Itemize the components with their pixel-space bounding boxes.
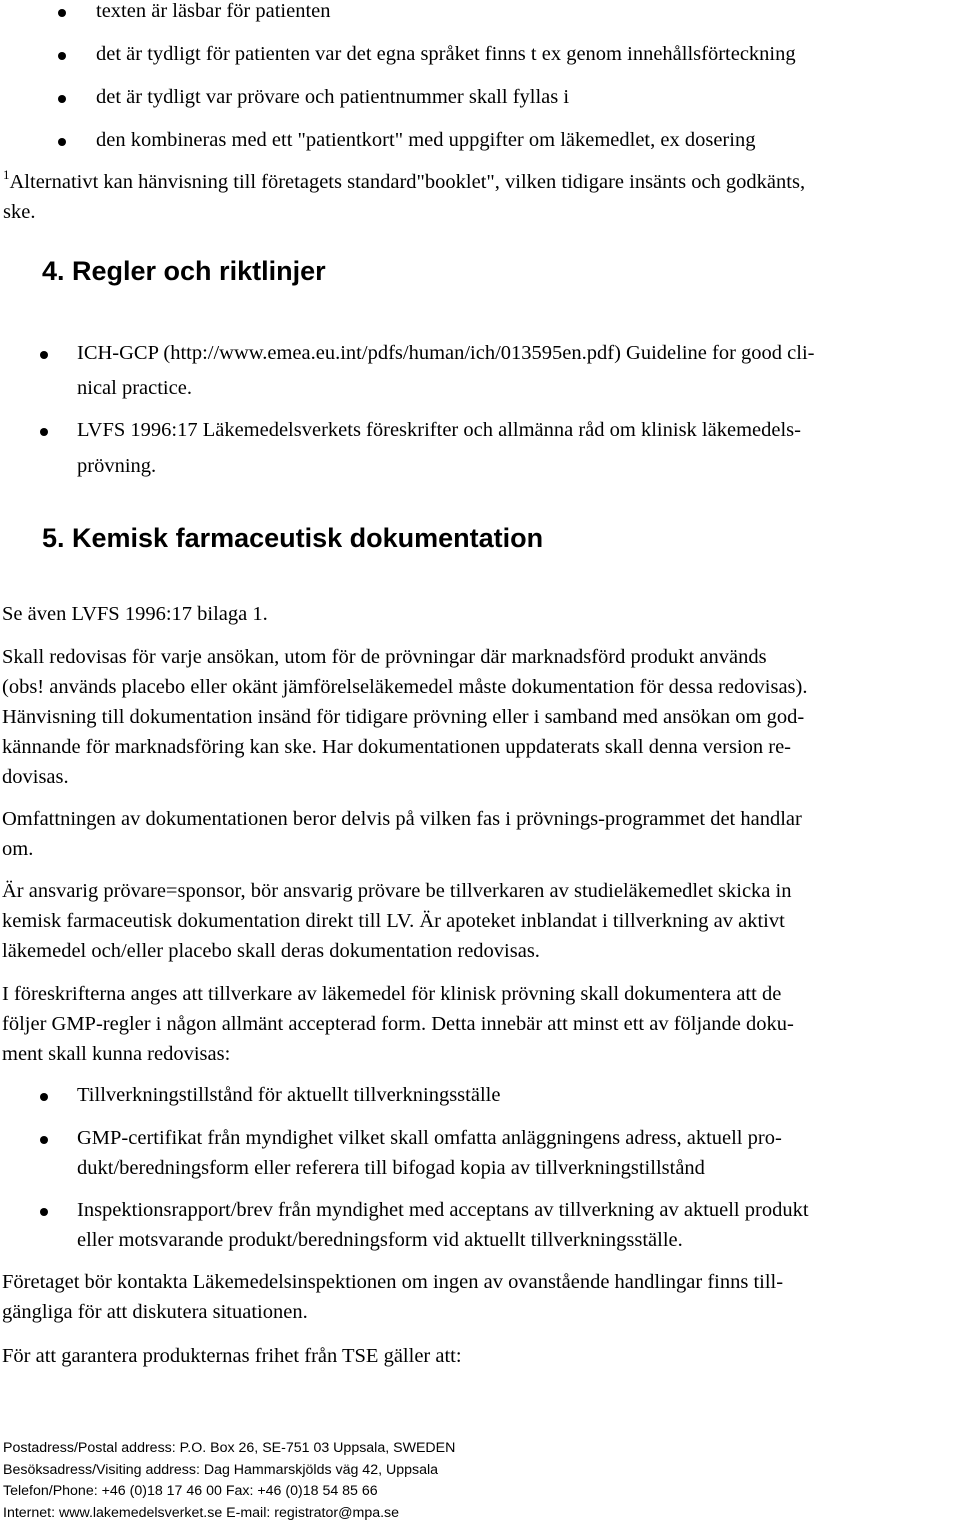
footer-postal-address: Postadress/Postal address: P.O. Box 26, SE-751 03 Uppsala, SWEDEN — [3, 1440, 456, 1456]
bullet-icon — [40, 1136, 48, 1144]
document-page: texten är läsbar för patienten det är tydligt för patienten var det egna språket finns t ex genom innehållsförteckning det är tydligt var prövare och patientnummer skall fyllas i den kombineras med ett "patientkort" med uppgifter om läkemedlet, ex dosering $^1$Alternativt kan hänvisning till företagets standard"booklet", vilken tidigare insänts och godkänts, ske. 4. Regler och riktlinjer ICH-GCP (http://www.emea.eu.int/pdfs/human/ich/013595en.pdf) Guideline for good cli- nical practice. LVFS 1996:17 Läkemedelsverkets föreskrifter och allmänna råd om klinisk läkemedels- prövning. 5. Kemisk farmaceutisk dokumentation Se även LVFS 1996:17 bilaga 1. Skall redovisas för varje ansökan, utom för de prövningar där marknadsförd produkt används (obs! används placebo eller okänt jämförelseläkemedel måste dokumentation för dessa redovisas). Hänvisning till dokumentation insänd för tidigare prövning eller i samband med ansökan om god- kännande för marknadsföring kan ske. Har dokumentationen uppdaterats skall denna version re- dovisas. Omfattningen av dokumentationen beror delvis på vilken fas i prövnings-programmet det handlar om. Är ansvarig prövare=sponsor, bör ansvarig prövare be tillverkaren av studieläkemedlet skicka in kemisk farmaceutisk dokumentation direkt till LV. Är apoteket inblandat i tillverkning av aktivt läkemedel och/eller placebo skall deras dokumentation redovisas. I föreskrifterna anges att tillverkare av läkemedel för klinisk prövning skall dokumentera att de följer GMP-regler i någon allmänt accepterad form. Detta innebär att minst ett av följande doku- ment skall kunna redovisas: Tillverkningstillstånd för aktuellt tillverkningsställe GMP-certifikat från myndighet vilket skall omfatta anläggningens adress, aktuell pro- dukt/beredningsform eller referera till bifogad kopia av tillverkningstillstånd Inspektionsrapport/brev från myndighet med acceptans av tillverkning av aktuell produkt eller motsvarande produkt/beredningsform vid aktuellt tillverkningsställe. Företaget bör kontakta Läkemedelsinspektionen om ingen av ovanstående handlingar finns till- gängliga för att diskutera situationen. För att garantera produkternas frihet från TSE gäller att: Postadress/Postal address: P.O. Box 26, SE-751 03 Uppsala, SWEDEN Besöksadress/Visiting address: Dag Hammarskjölds väg 42, Uppsala Telefon/Phone: +46 (0)18 17 46 00 Fax: +46 (0)18 54 85 66 Internet: www.lakemedelsverket.se E-mail: registrator@mpa.se — [2, 0, 815, 1521]
paragraph-6: För att garantera produkternas frihet från TSE gäller att: — [2, 1345, 462, 1367]
list-item: Inspektionsrapport/brev från myndighet med acceptans av tillverkning av aktuell produkt — [77, 1199, 809, 1221]
section-heading-4: 4. Regler och riktlinjer — [42, 256, 326, 286]
footer-visiting-address: Besöksadress/Visiting address: Dag Hammarskjölds väg 42, Uppsala — [3, 1462, 439, 1478]
bullet-icon — [58, 95, 66, 103]
bullet-icon — [58, 52, 66, 60]
list-item: Tillverkningstillstånd för aktuellt tillverkningsställe — [77, 1084, 501, 1106]
list-item-continued: nical practice. — [77, 377, 192, 399]
footnote-text: Alternativt kan hänvisning till företagets standard"booklet", vilken tidigare insänts och godkänts, — [9, 171, 806, 193]
bullet-icon — [40, 1208, 48, 1216]
bullet-icon — [58, 9, 66, 17]
bullet-icon — [40, 1093, 48, 1101]
footnote-marker: 1 — [3, 167, 10, 182]
see-also-text: Se även LVFS 1996:17 bilaga 1. — [2, 603, 268, 625]
footer-phone: Telefon/Phone: +46 (0)18 17 46 00 Fax: +46 (0)18 54 85 66 — [3, 1483, 378, 1499]
footer-internet: Internet: www.lakemedelsverket.se E-mail: registrator@mpa.se — [3, 1505, 400, 1521]
section-heading-5: 5. Kemisk farmaceutisk dokumentation — [42, 523, 544, 553]
list-item: den kombineras med ett "patientkort" med uppgifter om läkemedlet, ex dosering — [96, 129, 756, 151]
bullet-icon — [58, 138, 66, 146]
list-item: GMP-certifikat från myndighet vilket skall omfatta anläggningens adress, aktuell pro- — [77, 1127, 782, 1149]
list-item-continued: prövning. — [77, 455, 157, 477]
list-item: LVFS 1996:17 Läkemedelsverkets föreskrifter och allmänna råd om klinisk läkemedels- — [77, 419, 801, 441]
list-item: det är tydligt för patienten var det egna språket finns t ex genom innehållsförteckning — [96, 43, 796, 65]
footnote-text-continued: ske. — [3, 201, 36, 223]
list-item: texten är läsbar för patienten — [96, 0, 331, 22]
list-item: ICH-GCP (http://www.emea.eu.int/pdfs/human/ich/013595en.pdf) Guideline for good cli- — [77, 342, 815, 364]
list-item-continued: eller motsvarande produkt/beredningsform vid aktuellt tillverkningsställe. — [77, 1229, 683, 1251]
list-item: det är tydligt var prövare och patientnummer skall fyllas i — [96, 86, 570, 108]
bullet-icon — [40, 428, 48, 436]
list-item-continued: dukt/beredningsform eller referera till bifogad kopia av tillverkningstillstånd — [77, 1157, 705, 1179]
bullet-icon — [40, 351, 48, 359]
